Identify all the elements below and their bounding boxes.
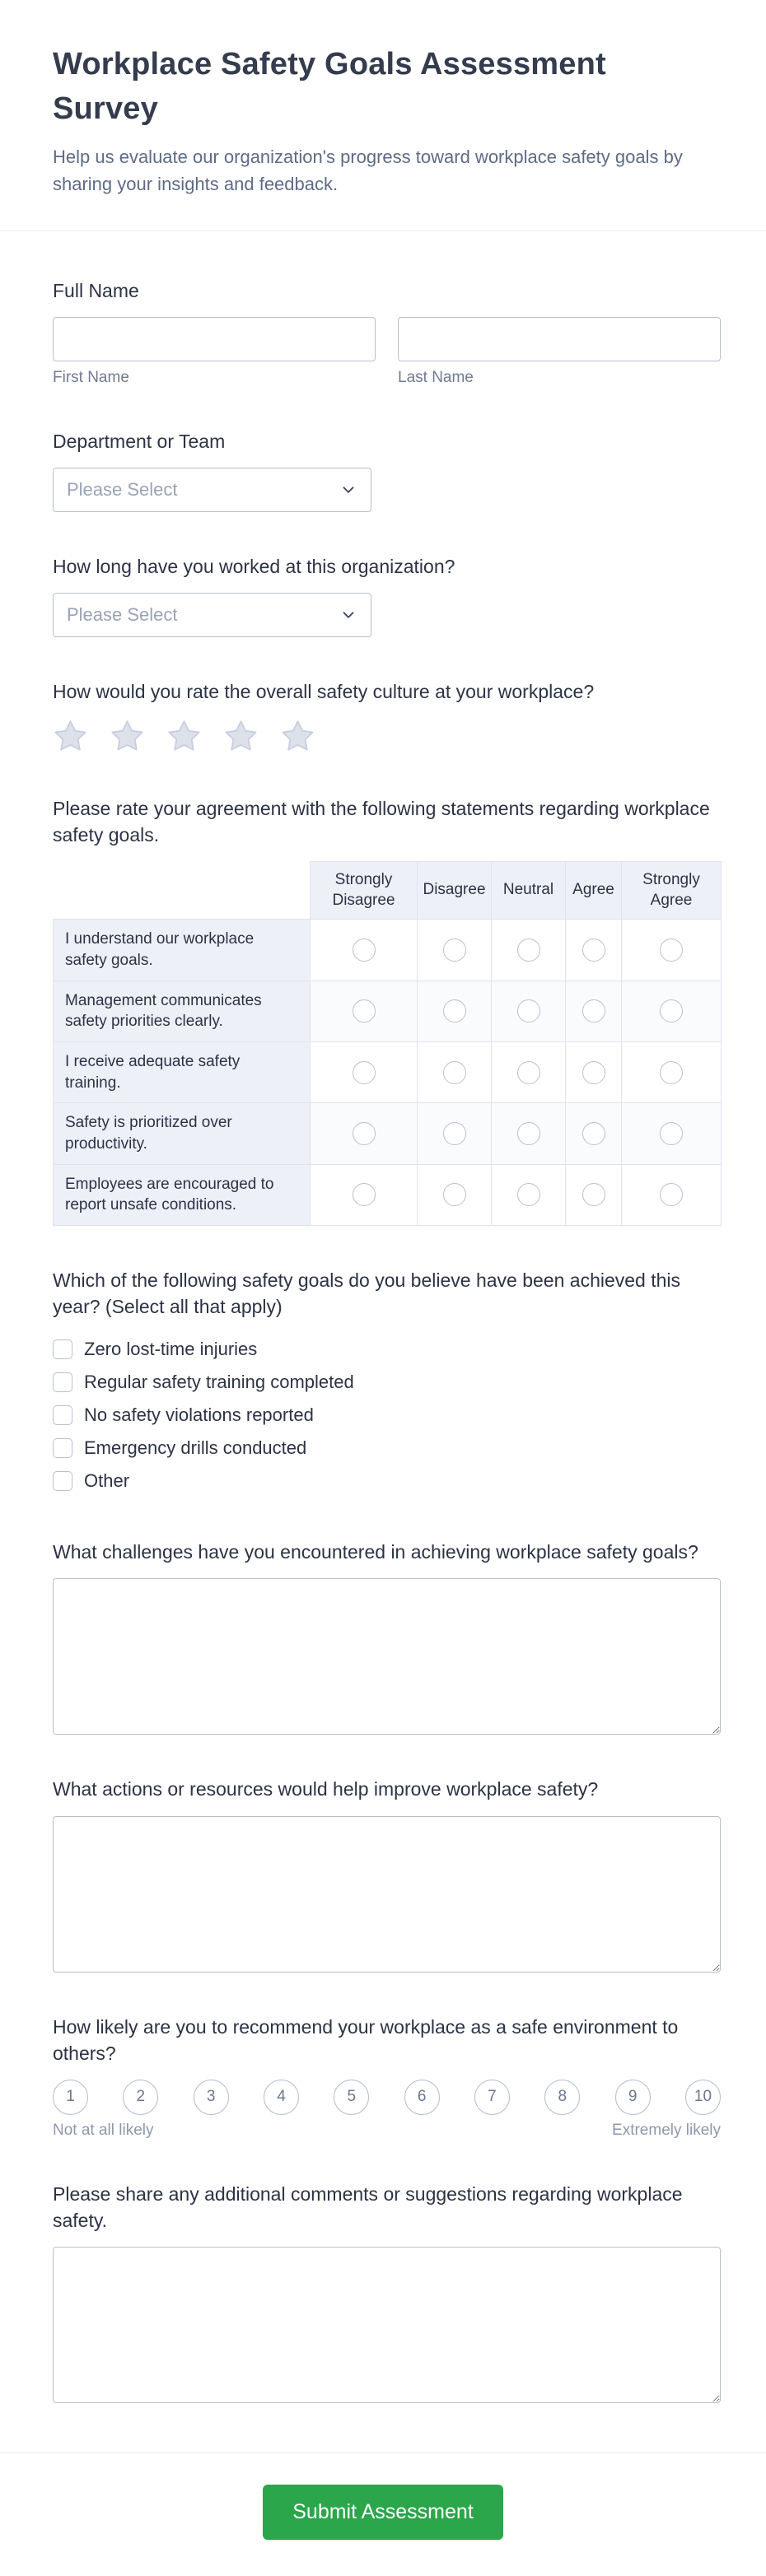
first-name-sublabel: First Name: [53, 369, 129, 387]
first-name-input[interactable]: [53, 317, 376, 361]
matrix-radio-r2c5[interactable]: [660, 999, 683, 1022]
question-department: [53, 428, 721, 512]
matrix-col-header-disagree: Disagree: [418, 862, 492, 920]
last-name-sublabel: Last Name: [398, 369, 474, 387]
scale-min-label: Not at all likely: [53, 2121, 154, 2139]
checkbox[interactable]: [53, 1339, 72, 1359]
question-achieved-goals: [53, 1267, 721, 1498]
checkbox-option-other[interactable]: [53, 1465, 721, 1498]
checkbox-option-zero-lost-time[interactable]: [53, 1333, 721, 1366]
scale-option-4[interactable]: 4: [264, 2080, 299, 2115]
matrix-radio-r3c3[interactable]: [517, 1061, 540, 1084]
checkbox[interactable]: [53, 1471, 72, 1491]
matrix-radio-r1c3[interactable]: [517, 939, 540, 962]
matrix-header-row: [54, 862, 722, 920]
scale-option-7[interactable]: 7: [474, 2080, 510, 2115]
matrix-col-header-strongly-agree: Strongly Agree: [622, 862, 722, 920]
matrix-row-label: Management communicates safety priorities clearly.: [54, 981, 311, 1041]
matrix-radio-r3c1[interactable]: [353, 1061, 376, 1084]
star-icon-2[interactable]: [110, 719, 145, 754]
scale-option-2[interactable]: 2: [123, 2080, 158, 2115]
star-icon-3[interactable]: [166, 719, 202, 754]
scale-option-6[interactable]: 6: [404, 2080, 440, 2115]
scale-option-10[interactable]: 10: [685, 2080, 721, 2115]
scale-option-5[interactable]: 5: [334, 2080, 369, 2115]
scale-option-9[interactable]: 9: [615, 2080, 651, 2115]
matrix-corner-cell: [54, 862, 311, 920]
checkbox-option-label: Zero lost-time injuries: [84, 1339, 258, 1360]
matrix-col-header-agree: Agree: [566, 862, 622, 920]
last-name-input[interactable]: [398, 317, 721, 361]
matrix-radio-r3c4[interactable]: [582, 1061, 605, 1084]
submit-button[interactable]: Submit Assessment: [263, 2485, 503, 2540]
checkbox[interactable]: [53, 1372, 72, 1392]
scale-option-3[interactable]: 3: [194, 2080, 229, 2115]
full-name-row: [53, 317, 721, 387]
question-safety-culture: [53, 678, 721, 753]
recommend-scale-row: [53, 2080, 721, 2115]
scale-option-8[interactable]: 8: [544, 2080, 580, 2115]
matrix-row-label: Safety is prioritized over productivity.: [54, 1103, 311, 1164]
matrix-radio-r5c2[interactable]: [443, 1183, 466, 1206]
matrix-radio-r1c1[interactable]: [353, 939, 376, 962]
last-name-column: [398, 317, 721, 387]
challenges-label: What challenges have you encountered in achieving workplace safety goals?: [53, 1541, 698, 1563]
comments-textarea[interactable]: [53, 2247, 721, 2403]
first-name-column: [53, 317, 376, 387]
agreement-matrix-table: [53, 861, 722, 1226]
form-footer: [0, 2453, 766, 2576]
checkbox-option-label: No safety violations reported: [84, 1404, 314, 1426]
matrix-row-2: [54, 981, 722, 1041]
comments-label: Please share any additional comments or suggestions regarding workplace safety.: [53, 2182, 683, 2232]
recommend-scale-endpoints: [53, 2122, 721, 2140]
full-name-label: Full Name: [53, 279, 139, 301]
matrix-row-5: [54, 1164, 722, 1225]
matrix-row-label: I receive adequate safety training.: [54, 1041, 311, 1102]
form-body: [0, 231, 766, 2453]
department-select[interactable]: [53, 468, 371, 512]
chevron-down-icon: [339, 481, 357, 499]
matrix-radio-r5c1[interactable]: [353, 1183, 376, 1206]
matrix-radio-r1c5[interactable]: [660, 939, 683, 962]
achieved-goals-options: [53, 1333, 721, 1498]
checkbox-option-label: Emergency drills conducted: [84, 1437, 307, 1459]
matrix-radio-r4c2[interactable]: [443, 1122, 466, 1145]
checkbox-option-label: Other: [84, 1470, 130, 1492]
form-title: Workplace Safety Goals Assessment Survey: [53, 47, 606, 126]
question-agreement-matrix: [53, 795, 721, 1226]
tenure-select[interactable]: [53, 593, 371, 637]
matrix-radio-r4c4[interactable]: [582, 1122, 605, 1145]
star-rating: [53, 719, 721, 754]
checkbox-option-label: Regular safety training completed: [84, 1372, 354, 1393]
star-icon-5[interactable]: [280, 719, 315, 754]
matrix-radio-r4c3[interactable]: [517, 1122, 540, 1145]
achieved-goals-label: Which of the following safety goals do you believe have been achieved this year? (Select all that apply): [53, 1269, 681, 1317]
improvements-label: What actions or resources would help improve workplace safety?: [53, 1778, 599, 1800]
tenure-select-value: Please Select: [67, 604, 178, 626]
matrix-radio-r2c1[interactable]: [353, 999, 376, 1022]
department-label: Department or Team: [53, 431, 226, 453]
matrix-radio-r2c2[interactable]: [443, 999, 466, 1022]
matrix-radio-r3c2[interactable]: [443, 1061, 466, 1084]
safety-culture-label: How would you rate the overall safety culture at your workplace?: [53, 681, 595, 703]
question-full-name: [53, 277, 721, 387]
checkbox[interactable]: [53, 1405, 72, 1425]
matrix-radio-r1c2[interactable]: [443, 939, 466, 962]
matrix-col-header-strongly-disagree: Strongly Disagree: [311, 862, 418, 920]
question-improvements: [53, 1776, 721, 1972]
checkbox-option-no-violations[interactable]: [53, 1399, 721, 1432]
star-icon-1[interactable]: [53, 719, 88, 754]
form-header: [0, 0, 766, 231]
chevron-down-icon: [339, 606, 357, 624]
form-subtitle: Help us evaluate our organization's progress toward workplace safety goals by sharing your insights and feedback.: [53, 146, 683, 194]
matrix-row-label: Employees are encouraged to report unsafe conditions.: [54, 1164, 311, 1225]
matrix-radio-r2c4[interactable]: [582, 999, 605, 1022]
star-icon-4[interactable]: [223, 719, 259, 754]
scale-option-1[interactable]: 1: [53, 2080, 88, 2115]
matrix-radio-r5c5[interactable]: [660, 1183, 683, 1206]
department-select-value: Please Select: [67, 479, 178, 501]
matrix-radio-r5c4[interactable]: [582, 1183, 605, 1206]
matrix-row-3: [54, 1041, 722, 1102]
matrix-radio-r4c5[interactable]: [660, 1122, 683, 1145]
matrix-radio-r2c3[interactable]: [517, 999, 540, 1022]
agreement-matrix-label: Please rate your agreement with the following statements regarding workplace safety goals.: [53, 797, 710, 845]
matrix-row-label: I understand our workplace safety goals.: [54, 920, 311, 981]
tenure-label: How long have you worked at this organization?: [53, 556, 455, 578]
checkbox-option-training-completed[interactable]: [53, 1366, 721, 1399]
checkbox[interactable]: [53, 1438, 72, 1458]
matrix-row-4: [54, 1103, 722, 1164]
matrix-row-1: [54, 920, 722, 981]
recommend-label: How likely are you to recommend your workplace as a safe environment to others?: [53, 2015, 679, 2064]
matrix-radio-r3c5[interactable]: [660, 1061, 683, 1084]
question-recommend-scale: [53, 2014, 721, 2140]
matrix-radio-r4c1[interactable]: [353, 1122, 376, 1145]
challenges-textarea[interactable]: [53, 1578, 721, 1735]
scale-max-label: Extremely likely: [612, 2121, 721, 2139]
question-challenges: [53, 1539, 721, 1735]
matrix-radio-r1c4[interactable]: [582, 939, 605, 962]
checkbox-option-drills-conducted[interactable]: [53, 1432, 721, 1465]
question-comments: [53, 2181, 721, 2403]
question-tenure: [53, 553, 721, 637]
matrix-col-header-neutral: Neutral: [492, 862, 566, 920]
matrix-radio-r5c3[interactable]: [517, 1183, 540, 1206]
improvements-textarea[interactable]: [53, 1816, 721, 1973]
